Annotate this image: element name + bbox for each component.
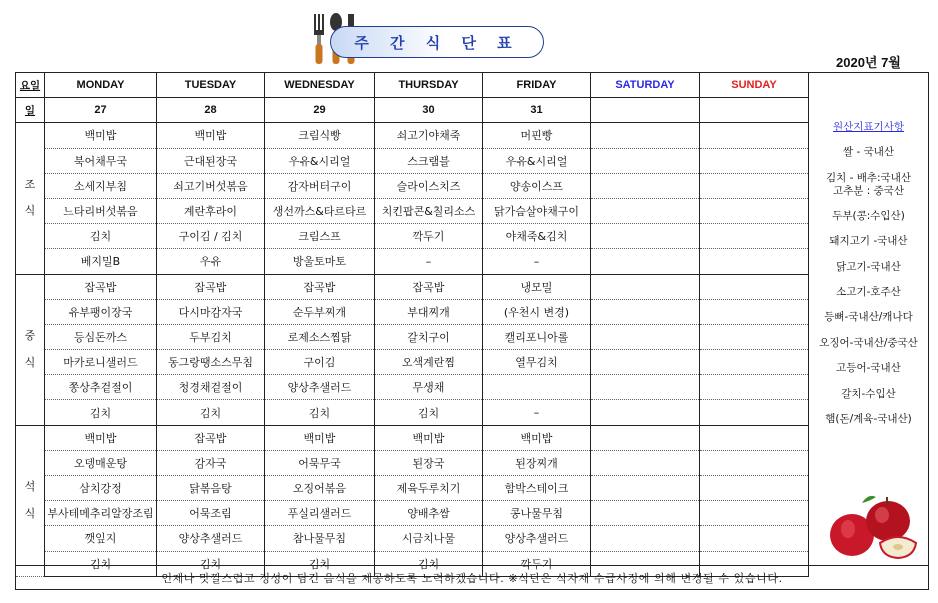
day-header: MONDAY <box>45 73 157 98</box>
origin-heading: 원산지표기사항 <box>832 121 904 133</box>
menu-cell: 우유&시리얼 <box>483 148 591 173</box>
origin-item: 돼지고기 -국내산 <box>829 235 908 248</box>
origin-item: 오징어-국내산/중국산 <box>819 336 918 349</box>
menu-cell: 참나물무침 <box>265 526 375 551</box>
menu-cell: 감자국 <box>157 450 265 475</box>
menu-cell: 오뎅매운탕 <box>45 450 157 475</box>
menu-cell <box>591 400 700 425</box>
footer-notice: 언제나 맛깔스럽고 정성이 담긴 음식을 제공하도록 노력하겠습니다. ※식단은 식자재 수급사정에 의해 변경될 수 있습니다. <box>15 565 929 590</box>
meal-name-char: 중 <box>24 329 36 343</box>
menu-cell <box>591 450 700 475</box>
date-cell: 30 <box>375 98 483 123</box>
menu-cell: 잡곡밥 <box>375 274 483 299</box>
table-row <box>16 148 809 173</box>
menu-cell: 유부팽이장국 <box>45 299 157 324</box>
menu-cell <box>591 375 700 400</box>
menu-cell <box>591 198 700 223</box>
table-row <box>16 224 809 249</box>
date-cell <box>700 98 809 123</box>
menu-cell <box>700 173 809 198</box>
menu-cell <box>700 476 809 501</box>
table-row <box>16 450 809 475</box>
meal-name <box>16 425 45 576</box>
menu-cell: 쫑상추겉절이 <box>45 375 157 400</box>
origin-item: 햄(돈/계육-국내산) <box>825 412 912 425</box>
menu-cell: 우유&시리얼 <box>265 148 375 173</box>
menu-cell: 쇠고기버섯볶음 <box>157 173 265 198</box>
menu-cell: 소세지부침 <box>45 173 157 198</box>
fork-icon <box>314 14 324 64</box>
menu-cell: 삼치강정 <box>45 476 157 501</box>
menu-cell: 베지밀B <box>45 249 157 274</box>
menu-cell: 방울토마토 <box>265 249 375 274</box>
menu-cell <box>591 501 700 526</box>
menu-cell: 시금치나물 <box>375 526 483 551</box>
menu-cell: 순두부찌개 <box>265 299 375 324</box>
table-row <box>16 198 809 223</box>
menu-cell: 스크램블 <box>375 148 483 173</box>
date-cell: 31 <box>483 98 591 123</box>
menu-cell: 부사테메추리알장조림 <box>45 501 157 526</box>
menu-cell: 구이김 / 김치 <box>157 224 265 249</box>
menu-cell <box>700 224 809 249</box>
origin-item: 등뼈-국내산/캐나다 <box>824 311 913 324</box>
menu-cell: 오색계란찜 <box>375 350 483 375</box>
menu-cell: 된장국 <box>375 450 483 475</box>
origin-panel <box>808 72 929 565</box>
weekly-menu-table <box>15 72 809 577</box>
menu-cell: 닭볶음탕 <box>157 476 265 501</box>
meal-name-char: 식 <box>24 204 36 218</box>
menu-cell: 함박스테이크 <box>483 476 591 501</box>
table-row <box>16 324 809 349</box>
origin-item: 소고기-호주산 <box>836 285 901 298</box>
date-cell: 27 <box>45 98 157 123</box>
menu-cell: – <box>483 400 591 425</box>
day-header: THURSDAY <box>375 73 483 98</box>
menu-cell: – <box>375 249 483 274</box>
menu-cell: 깍두기 <box>375 224 483 249</box>
origin-item: 김치 - 배추:국내산 <box>825 171 911 184</box>
menu-cell: 부대찌개 <box>375 299 483 324</box>
table-row <box>16 350 809 375</box>
menu-cell: (우천시 변경) <box>483 299 591 324</box>
table-row <box>16 299 809 324</box>
menu-cell: 갈치구이 <box>375 324 483 349</box>
menu-cell <box>700 400 809 425</box>
menu-cell: 닭가슴살야채구이 <box>483 198 591 223</box>
menu-cell <box>591 350 700 375</box>
date-cell: 29 <box>265 98 375 123</box>
menu-cell <box>700 350 809 375</box>
menu-cell: 로제소스찜닭 <box>265 324 375 349</box>
menu-cell: 무생채 <box>375 375 483 400</box>
table-row <box>16 274 809 299</box>
menu-cell: 김치 <box>265 551 375 576</box>
menu-cell <box>591 249 700 274</box>
meal-name <box>16 274 45 425</box>
menu-cell: 계란후라이 <box>157 198 265 223</box>
menu-cell <box>591 425 700 450</box>
menu-cell <box>700 324 809 349</box>
origin-item: 쌀 - 국내산 <box>842 146 895 159</box>
menu-cell <box>591 476 700 501</box>
day-header-saturday: SATURDAY <box>591 73 700 98</box>
table-row <box>16 173 809 198</box>
menu-cell <box>483 375 591 400</box>
menu-cell <box>700 148 809 173</box>
menu-cell: 깻잎지 <box>45 526 157 551</box>
menu-cell: 푸실리샐러드 <box>265 501 375 526</box>
menu-cell: 백미밥 <box>45 123 157 148</box>
menu-cell: 김치 <box>157 400 265 425</box>
day-header: FRIDAY <box>483 73 591 98</box>
menu-cell: 근대된장국 <box>157 148 265 173</box>
menu-cell: 잡곡밥 <box>45 274 157 299</box>
menu-cell: 잡곡밥 <box>157 425 265 450</box>
date-row <box>16 98 809 123</box>
meal-name-char: 석 <box>24 480 36 494</box>
menu-cell <box>700 274 809 299</box>
table-row <box>16 526 809 551</box>
menu-cell: 깍두기 <box>483 551 591 576</box>
menu-cell <box>591 526 700 551</box>
menu-cell <box>700 425 809 450</box>
day-header: TUESDAY <box>157 73 265 98</box>
origin-item: 갈치-수입산 <box>841 387 896 400</box>
menu-cell: – <box>483 249 591 274</box>
menu-cell: 김치 <box>157 551 265 576</box>
menu-cell: 북어채무국 <box>45 148 157 173</box>
meal-name-char: 식 <box>24 355 36 369</box>
menu-cell: 감자버터구이 <box>265 173 375 198</box>
menu-cell: 생선까스&타르타르 <box>265 198 375 223</box>
menu-cell <box>591 123 700 148</box>
origin-item: 두부(콩:수입산) <box>832 209 905 222</box>
menu-cell: 냉모밀 <box>483 274 591 299</box>
menu-cell <box>591 324 700 349</box>
menu-cell <box>700 501 809 526</box>
table-row <box>16 123 809 148</box>
table-row <box>16 249 809 274</box>
menu-cell: 크림식빵 <box>265 123 375 148</box>
menu-cell: 백미밥 <box>45 425 157 450</box>
menu-cell: 우유 <box>157 249 265 274</box>
day-header-sunday: SUNDAY <box>700 73 809 98</box>
table-row <box>16 400 809 425</box>
menu-cell: 야채죽&김치 <box>483 224 591 249</box>
origin-item: 고등어-국내산 <box>836 362 901 375</box>
menu-cell: 구이김 <box>265 350 375 375</box>
menu-cell <box>700 123 809 148</box>
menu-cell: 김치 <box>265 400 375 425</box>
menu-cell <box>591 274 700 299</box>
date-cell <box>591 98 700 123</box>
menu-cell <box>591 173 700 198</box>
menu-cell <box>700 526 809 551</box>
menu-cell: 백미밥 <box>375 425 483 450</box>
menu-cell: 머핀빵 <box>483 123 591 148</box>
menu-cell: 두부김치 <box>157 324 265 349</box>
date-cell: 28 <box>157 98 265 123</box>
menu-cell: 양상추샐러드 <box>265 375 375 400</box>
menu-cell: 양배추쌈 <box>375 501 483 526</box>
menu-cell: 김치 <box>45 224 157 249</box>
menu-cell <box>700 299 809 324</box>
menu-cell: 잡곡밥 <box>157 274 265 299</box>
menu-cell: 청경채겉절이 <box>157 375 265 400</box>
menu-cell: 오징어볶음 <box>265 476 375 501</box>
col-label: 요일 <box>16 73 45 98</box>
origin-item-group <box>808 172 929 198</box>
lunch-section <box>16 274 809 425</box>
menu-cell: 제육두루치기 <box>375 476 483 501</box>
day-header-row <box>16 73 809 98</box>
origin-list <box>808 121 929 438</box>
dinner-section <box>16 425 809 576</box>
meal-name <box>16 123 45 274</box>
menu-cell: 잡곡밥 <box>265 274 375 299</box>
menu-cell: 양상추샐러드 <box>157 526 265 551</box>
menu-cell: 어묵조림 <box>157 501 265 526</box>
apple-icon <box>822 491 920 559</box>
meal-name-char: 조 <box>24 178 36 192</box>
menu-cell: 양송이스프 <box>483 173 591 198</box>
menu-cell: 백미밥 <box>157 123 265 148</box>
origin-item: 닭고기-국내산 <box>836 260 901 273</box>
menu-cell: 치킨팝콘&칠리소스 <box>375 198 483 223</box>
breakfast-section <box>16 123 809 274</box>
menu-cell: 어묵무국 <box>265 450 375 475</box>
menu-cell <box>591 148 700 173</box>
menu-cell <box>591 224 700 249</box>
menu-cell: 열무김치 <box>483 350 591 375</box>
menu-cell: 캘리포니아롤 <box>483 324 591 349</box>
table-row <box>16 476 809 501</box>
menu-cell: 등심돈까스 <box>45 324 157 349</box>
menu-cell: 김치 <box>45 551 157 576</box>
menu-cell: 마카로니샐러드 <box>45 350 157 375</box>
day-header: WEDNESDAY <box>265 73 375 98</box>
date-label: 일 <box>16 98 45 123</box>
menu-cell <box>700 249 809 274</box>
menu-cell <box>700 375 809 400</box>
menu-cell: 김치 <box>45 400 157 425</box>
menu-cell: 백미밥 <box>483 425 591 450</box>
menu-cell: 김치 <box>375 400 483 425</box>
page-title: 주 간 식 단 표 <box>330 26 544 58</box>
menu-cell: 된장찌개 <box>483 450 591 475</box>
menu-cell: 김치 <box>375 551 483 576</box>
table-row <box>16 425 809 450</box>
menu-cell: 백미밥 <box>265 425 375 450</box>
menu-cell: 느타리버섯볶음 <box>45 198 157 223</box>
month-label: 2020년 7월 <box>836 55 901 70</box>
menu-cell: 콩나물무침 <box>483 501 591 526</box>
menu-cell: 쇠고기야채죽 <box>375 123 483 148</box>
origin-item: 고추분 : 중국산 <box>832 184 905 197</box>
table-row <box>16 501 809 526</box>
menu-cell: 다시마감자국 <box>157 299 265 324</box>
menu-cell: 슬라이스치즈 <box>375 173 483 198</box>
menu-cell <box>700 198 809 223</box>
meal-name-char: 식 <box>24 506 36 520</box>
menu-cell: 동그랑땡소스무침 <box>157 350 265 375</box>
menu-cell <box>700 450 809 475</box>
menu-cell: 크림스프 <box>265 224 375 249</box>
table-row <box>16 375 809 400</box>
menu-cell: 양상추샐러드 <box>483 526 591 551</box>
menu-cell <box>591 299 700 324</box>
